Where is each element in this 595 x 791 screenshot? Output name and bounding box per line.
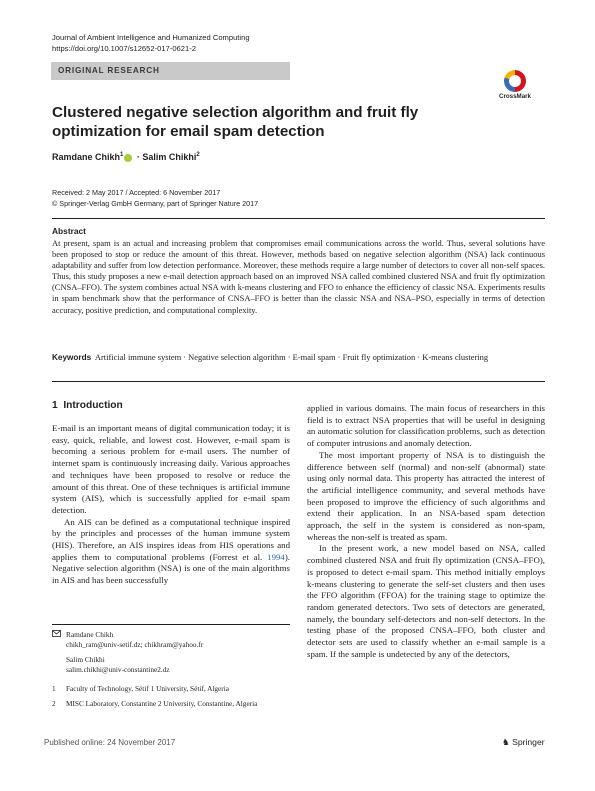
copyright-line: © Springer-Verlag GmbH Germany, part of Springer Nature 2017 bbox=[52, 199, 259, 208]
paper-title: Clustered negative selection algorithm and fruit fly optimization for email spam detection bbox=[52, 104, 419, 140]
affiliation-number: 2 bbox=[52, 699, 56, 708]
footnote-divider bbox=[52, 624, 290, 625]
contact-email[interactable]: salim.chikhi@univ-constantine2.dz bbox=[66, 664, 170, 674]
article-dates bbox=[52, 187, 258, 209]
published-online: Published online: 24 November 2017 bbox=[44, 738, 176, 747]
affiliation-text: Faculty of Technology, Sétif 1 University, Sétif, Algeria bbox=[66, 684, 229, 693]
section-title: Introduction bbox=[63, 400, 123, 411]
received-accepted: Received: 2 May 2017 / Accepted: 6 November 2017 bbox=[52, 188, 221, 197]
column-right bbox=[307, 403, 545, 660]
envelope-icon bbox=[52, 630, 66, 675]
publisher-name: Springer bbox=[512, 737, 545, 747]
paragraph: The most important property of NSA is to distinguish the difference between self (normal) and non-self (abnormal) state using only normal data. This property has attracted the interest of the artificial intelligence community, and several methods have been proposed to improve the efficiency of such algorithms and extend their application. In an NSA-based spam detection approach, the self in the system is considered as non-spam, whereas the non-self is treated as spam. bbox=[307, 449, 545, 542]
author-line bbox=[52, 152, 200, 162]
author-name[interactable]: Salim Chikhi bbox=[142, 152, 197, 162]
crossmark-logo[interactable] bbox=[485, 70, 545, 100]
corresponding-author bbox=[52, 630, 290, 675]
affiliation bbox=[52, 684, 290, 694]
publisher-logo bbox=[502, 737, 545, 748]
journal-doi[interactable]: https://doi.org/10.1007/s12652-017-0621-2 bbox=[52, 44, 196, 53]
journal-header bbox=[52, 32, 250, 54]
column-left bbox=[52, 423, 290, 587]
section-heading bbox=[52, 400, 123, 411]
crossmark-icon bbox=[504, 70, 526, 92]
affiliation-text: MISC Laboratory, Constantine 2 University, Constantine, Algeria bbox=[66, 699, 258, 708]
paragraph: In the present work, a new model based on NSA, called combined clustered NSA and fruit fly optimization (CNSA–FFO), is proposed to detect e-mail spam. This method initially employs k-means clustering to generate the self-set clusters and then uses the FFO algorithm (FFOA) for the training stage to optimize the random generated detectors. Two sets of detectors are generated, namely, the boundary self-detectors and non-self detectors. In the testing phase of the proposed CNSA–FFO, both cluster and detector sets are used to classify whether an e-mail sample is a spam. If the sample is undetected by any of the detectors, bbox=[307, 543, 545, 659]
affiliation-number: 1 bbox=[52, 684, 56, 693]
article-type-badge: ORIGINAL RESEARCH bbox=[51, 62, 290, 80]
abstract-text: At present, spam is an actual and increasing problem that compromises email communications across the world. Thus, several solutions have been proposed to stop or reduce the amount of this threat. However, methods based on negative selection algorithm (NSA) lack continuous adaptability and suffer from low detection performance. Moreover, these methods require a large number of detectors to cover all non-self spaces. Thus, this study proposes a new e-mail detection approach based on an improved NSA called combined clustered NSA and fruit fly optimization (CNSA–FFO). The system combines actual NSA with k-means clustering and FFO to enhance the efficiency of classic NSA. Experiments results in spam benchmark show that the performance of CNSA–FFO is better than the classic NSA and NSA–PSO, especially in terms of detection accuracy, positive prediction, and computational complexity. bbox=[52, 238, 545, 315]
author-separator: · bbox=[134, 152, 143, 162]
keywords-label: Keywords bbox=[52, 353, 92, 362]
divider bbox=[52, 218, 545, 219]
paragraph: E-mail is an important means of digital communication today; it is easy, quick, reliable, and lowest cost. However, e-mail spam is becoming a serious problem for e-mail users. The number of internet spam is continuously increasing daily. Various approaches and techniques have been proposed to resolve or reduce the amount of this threat. One of these techniques is artificial immune system (AIS), which is successfully applied for e-mail spam detection. bbox=[52, 423, 290, 515]
contact-name: Salim Chikhi bbox=[66, 654, 105, 664]
crossmark-label: CrossMark bbox=[499, 93, 531, 100]
contact-name: Ramdane Chikh bbox=[66, 630, 114, 639]
contact-email[interactable]: chikh_ram@univ-setif.dz; chikhram@yahoo.fr bbox=[66, 639, 204, 649]
author-affil-number: 2 bbox=[196, 152, 200, 158]
abstract-heading: Abstract bbox=[52, 226, 86, 236]
journal-name: Journal of Ambient Intelligence and Humanized Computing bbox=[52, 33, 250, 42]
section-number: 1 bbox=[52, 400, 58, 411]
paragraph-text: ). Negative selection algorithm (NSA) is one of the main algorithms in AIS and has been successfully bbox=[52, 551, 290, 586]
affiliation bbox=[52, 699, 290, 709]
divider bbox=[52, 381, 545, 382]
citation-link[interactable]: 1994 bbox=[267, 551, 285, 562]
paragraph bbox=[52, 517, 290, 587]
author-affil-number: 1 bbox=[120, 152, 124, 158]
keywords bbox=[52, 352, 545, 363]
orcid-icon[interactable] bbox=[124, 154, 132, 162]
keywords-text: Artificial immune system · Negative selection algorithm · E-mail spam · Fruit fly optimization · K-means clustering bbox=[94, 352, 489, 362]
springer-horse-icon: ♞ bbox=[502, 737, 510, 747]
paragraph-text: An AIS can be defined as a computational technique inspired by the principles and processes of the human immune system (HIS). Therefore, an AIS inspires ideas from HIS operations and applies them to computational problems (Forrest et al. bbox=[52, 516, 290, 562]
paragraph: applied in various domains. The main focus of researchers in this field is to extract NSA properties that will be useful in designing an automatic solution for classification problems, such as detection of computer intrusions and anomaly detection. bbox=[307, 403, 545, 449]
author-name[interactable]: Ramdane Chikh bbox=[52, 152, 121, 162]
